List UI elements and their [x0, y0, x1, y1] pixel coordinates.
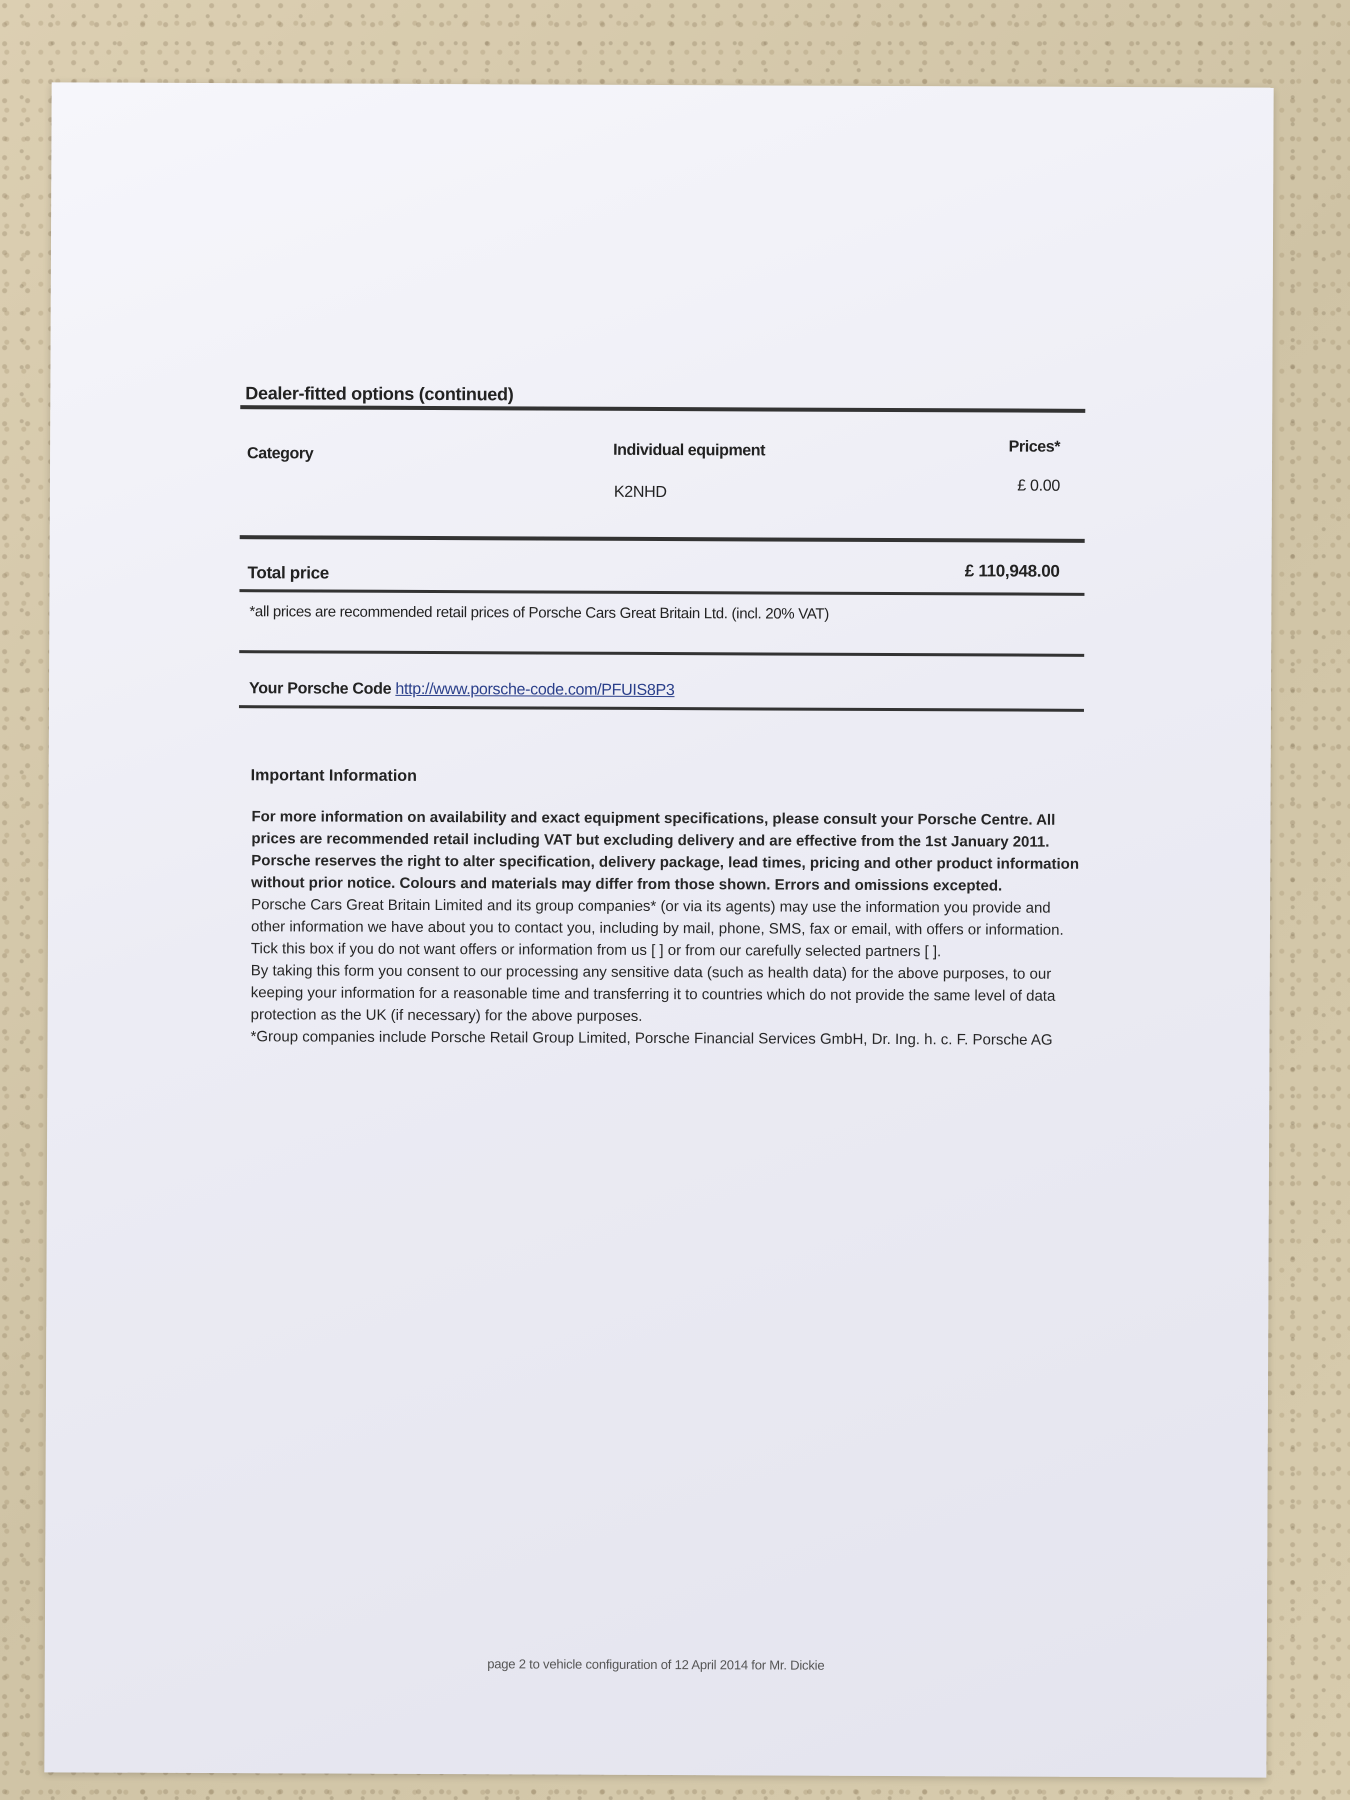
important-information-body: [250, 806, 1081, 1052]
porsche-code-row: [249, 680, 675, 700]
consent-paragraph: By taking this form you consent to our processing any sensitive data (such as health data) for the above purposes, to our keeping your information for a reasonable time and transferring it to countries which do not provide the same level of data protection as the UK (if necessary) for the above purposes.: [250, 962, 1056, 1025]
total-price-value: £ 110,948.00: [964, 561, 1060, 581]
column-header-category: Category: [247, 445, 314, 463]
porsche-code-link[interactable]: http://www.porsche-code.com/PFUIS8P3: [395, 680, 675, 700]
price-footnote: *all prices are recommended retail prices of Porsche Cars Great Britain Ltd. (incl. 20% VAT): [249, 603, 830, 623]
group-companies-paragraph: *Group companies include Porsche Retail Group Limited, Porsche Financial Services GmbH, Dr. Ing. h. c. F. Porsche AG: [250, 1028, 1053, 1049]
table-end-rule: [240, 535, 1085, 543]
code-top-rule: [239, 650, 1084, 657]
total-rule: [239, 589, 1084, 596]
porsche-code-label: Your Porsche Code: [249, 680, 392, 698]
page-footer: page 2 to vehicle configuration of 12 April 2014 for Mr. Dickie: [487, 1656, 825, 1673]
section-title-rule: [240, 405, 1085, 413]
column-header-equipment: Individual equipment: [613, 441, 766, 460]
code-bottom-rule: [239, 705, 1084, 712]
total-price-label: Total price: [247, 563, 330, 583]
table-cell-price: £ 0.00: [1017, 477, 1060, 495]
important-information-title: Important Information: [250, 767, 417, 785]
section-title: Dealer-fitted options (continued): [245, 383, 514, 405]
column-header-prices: Prices*: [1008, 438, 1061, 456]
table-cell-equipment: K2NHD: [613, 483, 667, 502]
important-bold-text: For more information on availability and exact equipment specifications, please consult your Porsche Centre. All prices are recommended retail including VAT but excluding delivery and are effective from the 1st January 2011. Porsche reserves the right to alter specification, delivery package, lead times, pricing and other product information without prior notice. Colours and materials may differ from those shown. Errors and omissions excepted.: [251, 808, 1080, 895]
privacy-paragraph: Porsche Cars Great Britain Limited and its group companies* (or via its agents) may use the information you provide and other information we have about you to contact you, including by mail, phone, SMS, fax or email, with offers or information. Tick this box if you do not want offers or information from us [ ] or from our carefully selected partners [ ].: [250, 896, 1064, 961]
document-page: [44, 82, 1273, 1777]
